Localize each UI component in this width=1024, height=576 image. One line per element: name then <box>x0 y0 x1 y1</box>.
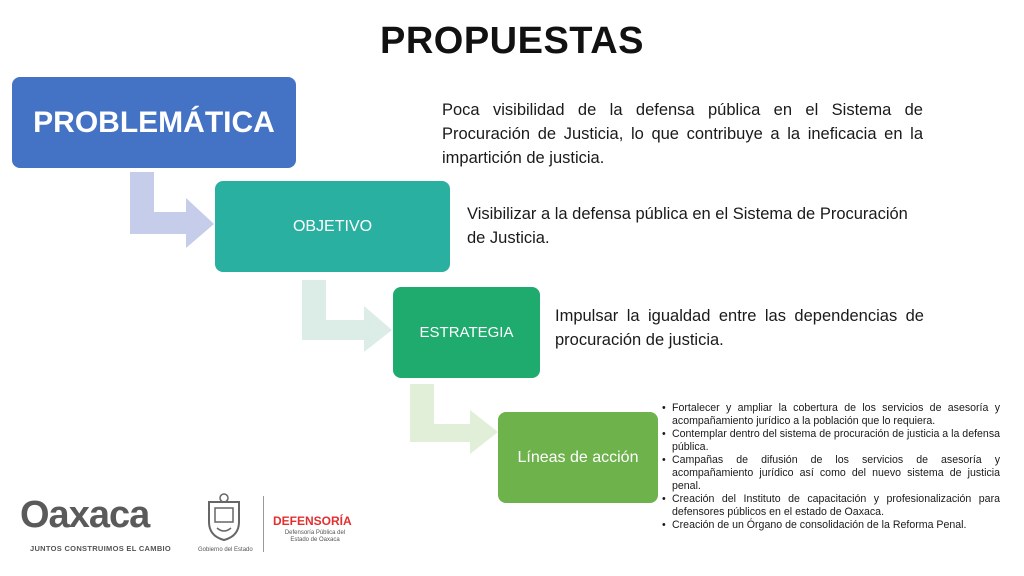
bullet-icon: • <box>662 519 666 532</box>
oaxaca-logo: Oaxaca <box>20 494 150 536</box>
bullet-icon: • <box>662 402 666 414</box>
state-seal-icon <box>203 492 245 542</box>
bullet-icon: • <box>662 428 666 441</box>
action-lines-list <box>662 402 1000 533</box>
step-box-problematica <box>12 77 296 168</box>
step-box-objetivo <box>215 181 450 272</box>
gobierno-label: Gobierno del Estado <box>198 547 253 553</box>
arrow-1-icon <box>128 172 218 250</box>
footer-logos <box>18 490 358 560</box>
bullet-icon: • <box>662 454 666 467</box>
arrow-3-icon <box>408 384 500 456</box>
oaxaca-tagline: JUNTOS CONSTRUIMOS EL CAMBIO <box>30 544 172 553</box>
step-label: Líneas de acción <box>517 448 639 466</box>
bullet-icon: • <box>662 493 666 506</box>
defensoria-subtitle: Defensoría Pública del Estado de Oaxaca <box>284 530 346 543</box>
arrow-2-icon <box>300 280 395 354</box>
list-item: • Creación de un Órgano de consolidación de la Reforma Penal. <box>662 519 967 532</box>
list-item: • Campañas de difusión de los servicios de asesoría y acompañamiento jurídico así como del nuevo sistema de justicia penal. <box>662 454 1000 492</box>
step-box-lineas-de-accion <box>498 412 658 503</box>
estrategia-description: Impulsar la igualdad entre las dependencias de procuración de justicia. <box>555 307 924 349</box>
objetivo-description: Visibilizar a la defensa pública en el Sistema de Procuración de Justicia. <box>467 205 908 247</box>
page-title: PROPUESTAS <box>379 20 644 62</box>
list-item: • Fortalecer y ampliar la cobertura de los servicios de asesoría y acompañamiento jurídico a la población que lo requiera. <box>662 402 1000 427</box>
problematica-description: Poca visibilidad de la defensa pública en el Sistema de Procuración de Justicia, lo que contribuye a la ineficacia en la impartición de justicia. <box>442 101 923 167</box>
defensoria-logo: DEFENSORÍA <box>273 514 352 528</box>
list-item: • Contemplar dentro del sistema de procuración de justicia a la defensa pública. <box>662 428 1001 453</box>
logo-divider <box>263 496 264 552</box>
step-label: OBJETIVO <box>292 217 373 235</box>
step-label: PROBLEMÁTICA <box>33 105 275 139</box>
step-label: ESTRATEGIA <box>419 324 514 341</box>
list-item: • Creación del Instituto de capacitación y profesionalización para defensores públicos en el estado de Oaxaca. <box>662 493 1000 518</box>
step-box-estrategia <box>393 287 540 378</box>
